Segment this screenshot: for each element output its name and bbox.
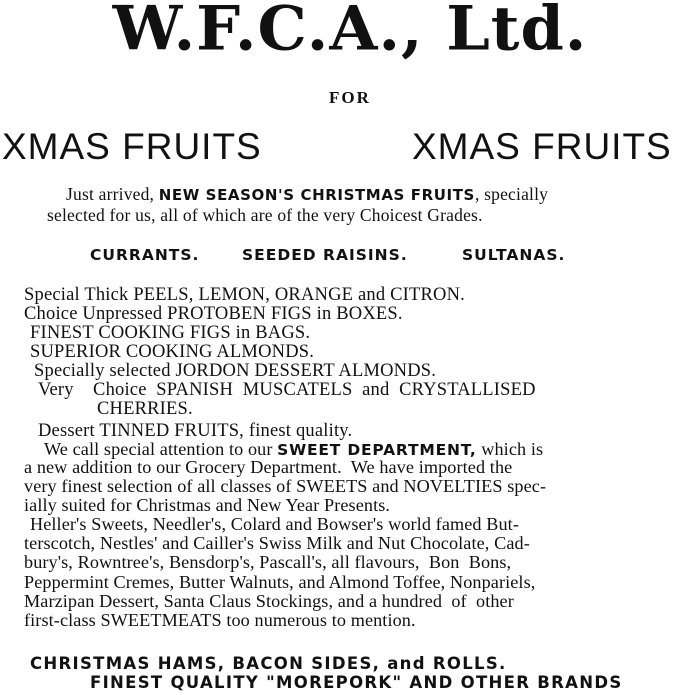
paragraph-line: very finest selection of all classes of SWEETS and NOVELTIES spec-: [24, 476, 547, 496]
list-item: Very Choice SPANISH MUSCATELS and CRYSTALLISED: [38, 380, 536, 400]
paragraph-line: Peppermint Cremes, Butter Walnuts, and Almond Toffee, Nonpariels,: [24, 572, 536, 592]
list-item: FINEST COOKING FIGS in BAGS.: [30, 323, 311, 343]
intro-line-2: selected for us, all of which are of the very Choicest Grades.: [47, 205, 483, 225]
fruit-item-raisins: SEEDED RAISINS.: [242, 246, 408, 264]
paragraph-line: Heller's Sweets, Needler's, Colard and Bowser's world famed But-: [30, 514, 519, 534]
sweet-department-highlight: SWEET DEPARTMENT,: [277, 441, 477, 459]
sweet-text-a: We call special attention to our: [44, 439, 278, 459]
xmas-fruits-right: XMAS FRUITS: [412, 126, 672, 167]
list-item: Special Thick PEELS, LEMON, ORANGE and CITRON.: [24, 285, 465, 305]
list-item: CHERRIES.: [97, 399, 193, 419]
list-item: SUPERIOR COOKING ALMONDS.: [30, 342, 315, 362]
sweet-text-c: which is: [476, 439, 544, 459]
intro-text-c: , specially: [474, 184, 549, 204]
paragraph-line: terscotch, Nestles' and Cailler's Swiss Milk and Nut Chocolate, Cad-: [24, 533, 530, 553]
intro-text-a: Just arrived,: [66, 184, 159, 204]
xmas-fruits-left: XMAS FRUITS: [2, 126, 262, 167]
list-item: Specially selected JORDON DESSERT ALMONDS.: [34, 361, 437, 381]
list-item: Choice Unpressed PROTOBEN FIGS in BOXES.: [24, 304, 403, 324]
company-title: W.F.C.A., Ltd.: [112, 0, 588, 65]
fruit-item-currants: CURRANTS.: [90, 246, 200, 264]
intro-line-1: [66, 184, 548, 205]
fruit-item-sultanas: SULTANAS.: [462, 246, 566, 264]
paragraph-line: Marzipan Dessert, Santa Claus Stockings, and a hundred of other: [24, 591, 514, 611]
list-item: Dessert TINNED FRUITS, finest quality.: [38, 421, 353, 441]
footer-brands-line: FINEST QUALITY "MOREPORK" AND OTHER BRANDS: [90, 673, 623, 692]
for-label: FOR: [329, 88, 371, 107]
paragraph-line: ially suited for Christmas and New Year Presents.: [24, 495, 391, 515]
paragraph-line: first-class SWEETMEATS too numerous to mention.: [24, 610, 416, 630]
intro-highlight: NEW SEASON'S CHRISTMAS FRUITS: [158, 186, 475, 204]
footer-hams-line: CHRISTMAS HAMS, BACON SIDES, and ROLLS.: [30, 654, 507, 673]
paragraph-line: a new addition to our Grocery Department. We have imported the: [24, 457, 513, 477]
paragraph-line: bury's, Rowntree's, Bensdorp's, Pascall's, all flavours, Bon Bons,: [24, 552, 512, 572]
